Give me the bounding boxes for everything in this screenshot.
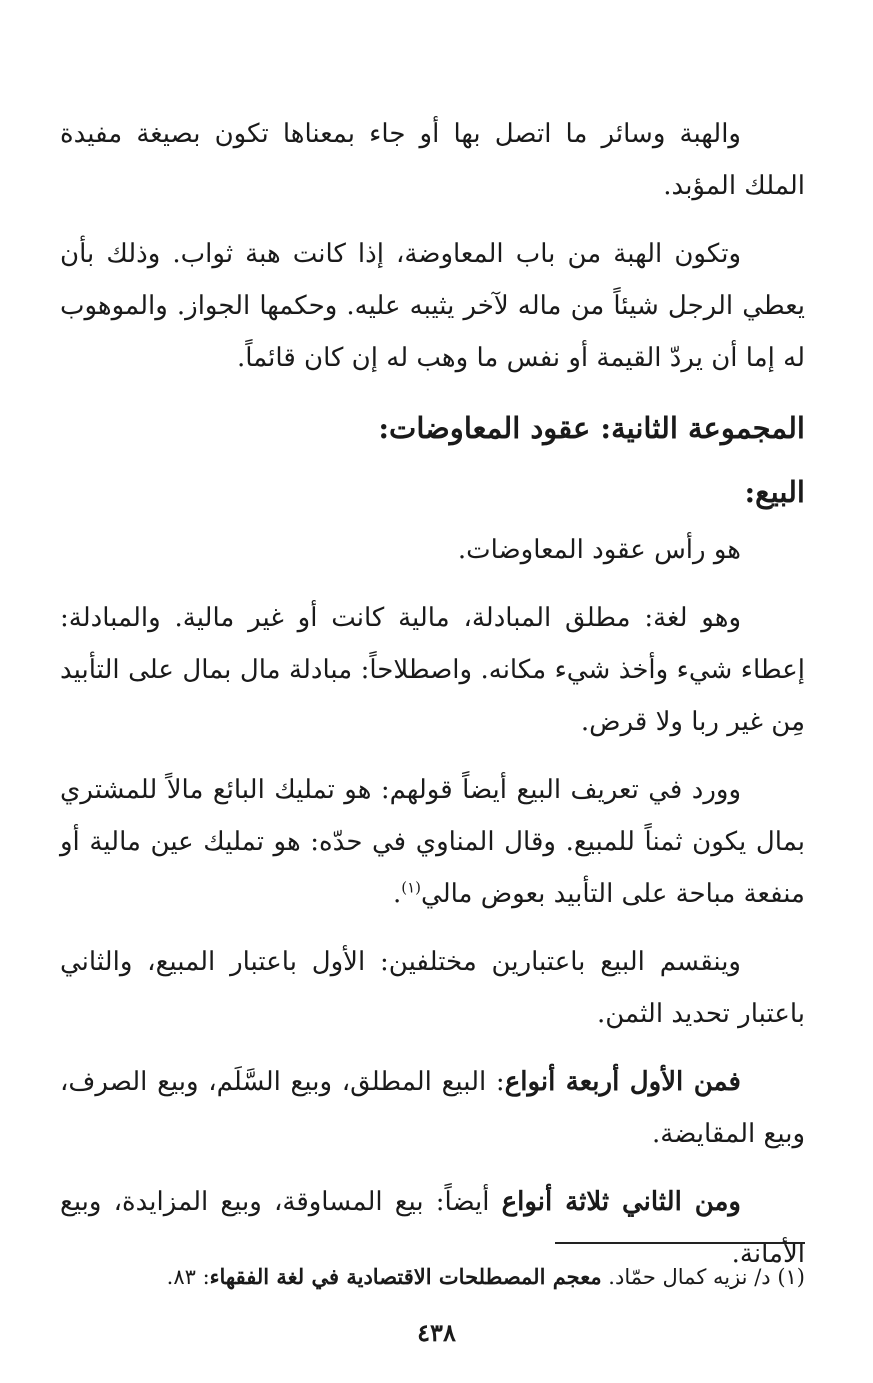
footnote-title: معجم المصطلحات الاقتصادية في لغة الفقهاء: [209, 1264, 602, 1289]
main-text: [60, 108, 805, 1296]
footnote-page: : ٨٣.: [166, 1265, 210, 1289]
footnote-reference: (١): [401, 878, 422, 897]
paragraph-5-text: وورد في تعريف البيع أيضاً قولهم: هو تمليك البائع مالاً للمشتري بمال يكون ثمناً للمبيع. وقال المناوي في حدّه: هو تمليك عين مالية أو منفعة مباحة على التأبيد بعوض مالي: [60, 775, 805, 909]
paragraph-7: [60, 1056, 805, 1160]
paragraph-7-rest: : البيع المطلق، وبيع السَّلَم، وبيع الصرف، وبيع المقايضة.: [60, 1067, 805, 1149]
paragraph-3: هو رأس عقود المعاوضات.: [457, 535, 741, 565]
paragraph-4: وهو لغة: مطلق المبادلة، مالية كانت أو غير مالية. والمبادلة: إعطاء شيء وأخذ شيء مكانه. واصطلاحاً: مبادلة مال بمال على التأبيد مِن غير ربا ولا قرض.: [60, 603, 805, 737]
paragraph-1: والهبة وسائر ما اتصل بها أو جاء بمعناها تكون بصيغة مفيدة الملك المؤبد.: [60, 119, 805, 201]
footnote-number: (١): [777, 1265, 805, 1289]
paragraph-5: [60, 764, 805, 920]
paragraph-2: وتكون الهبة من باب المعاوضة، إذا كانت هبة ثواب. وذلك بأن يعطي الرجل شيئاً من ماله لآخر يثيبه عليه. وحكمها الجواز. والموهوب له إما أن يردّ القيمة أو نفس ما وهب له إن كان قائماً.: [60, 239, 805, 373]
page-number: ٤٣٨: [417, 1318, 456, 1347]
paragraph-7-bold: فمن الأول أربعة أنواع: [504, 1067, 741, 1097]
section-subheading: البيع:: [744, 475, 805, 509]
footnote: [60, 1260, 805, 1294]
paragraph-8-rest: أيضاً: بيع المساوقة، وبيع المزايدة، وبيع الأمانة.: [60, 1187, 805, 1269]
section-heading: المجموعة الثانية: عقود المعاوضات:: [378, 411, 805, 445]
footnote-author: د/ نزيه كمال حمّاد.: [601, 1265, 778, 1289]
paragraph-8-bold: ومن الثاني ثلاثة أنواع: [501, 1187, 741, 1217]
paragraph-5-end: .: [392, 879, 402, 909]
footnote-separator: [555, 1242, 805, 1244]
paragraph-6: وينقسم البيع باعتبارين مختلفين: الأول باعتبار المبيع، والثاني باعتبار تحديد الثمن.: [60, 947, 805, 1029]
